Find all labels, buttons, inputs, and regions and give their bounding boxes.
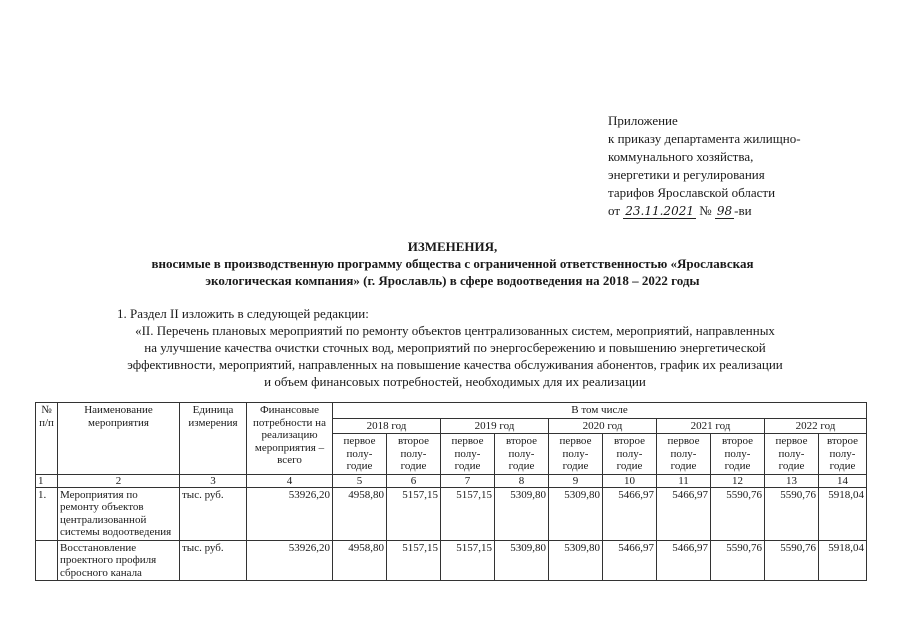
appendix-line: коммунального хозяйства, — [608, 149, 754, 164]
table-row — [36, 540, 867, 581]
header-year: 2022 год — [765, 418, 867, 434]
order-date: 23.11.2021 — [625, 204, 694, 218]
row-value: 5157,15 — [387, 487, 441, 540]
row-value: 5466,97 — [657, 487, 711, 540]
appendix-line: к приказу департамента жилищно- — [608, 131, 801, 146]
row-number — [36, 540, 58, 581]
appendix-line: Приложение — [608, 113, 678, 128]
row-value: 5309,80 — [495, 487, 549, 540]
appendix-order-line — [608, 202, 801, 220]
row-total: 53926,20 — [247, 487, 333, 540]
column-number: 7 — [441, 474, 495, 487]
appendix-line: энергетики и регулирования — [608, 167, 765, 182]
row-value: 5466,97 — [603, 487, 657, 540]
column-number: 2 — [58, 474, 180, 487]
row-value: 4958,80 — [333, 487, 387, 540]
row-value: 5309,80 — [495, 540, 549, 581]
paragraph-line: и объем финансовых потребностей, необходимых для их реализации — [264, 374, 646, 389]
header-half: второе полу-годие — [495, 434, 549, 475]
paragraph-1: 1. Раздел II изложить в следующей редакции: — [117, 306, 369, 321]
title-heading: ИЗМЕНЕНИЯ, — [407, 239, 498, 254]
title-line: вносимые в производственную программу общества с ограниченной ответственностью «Ярославская — [151, 256, 754, 271]
column-number: 12 — [711, 474, 765, 487]
row-value: 5590,76 — [711, 540, 765, 581]
row-total: 53926,20 — [247, 540, 333, 581]
row-value: 5466,97 — [657, 540, 711, 581]
row-unit: тыс. руб. — [180, 540, 247, 581]
column-number: 6 — [387, 474, 441, 487]
row-value: 4958,80 — [333, 540, 387, 581]
row-value: 5157,15 — [441, 487, 495, 540]
header-half: первое полу-годие — [765, 434, 819, 475]
row-value: 5157,15 — [387, 540, 441, 581]
row-value: 5466,97 — [603, 540, 657, 581]
header-year: 2019 год — [441, 418, 549, 434]
measures-table — [35, 402, 867, 581]
column-number: 11 — [657, 474, 711, 487]
row-number: 1. — [36, 487, 58, 540]
row-value: 5590,76 — [711, 487, 765, 540]
row-value: 5590,76 — [765, 540, 819, 581]
row-value: 5309,80 — [549, 540, 603, 581]
row-name: Восстановление проектного профиля сбросного канала — [58, 540, 180, 581]
column-number: 3 — [180, 474, 247, 487]
header-half: первое полу-годие — [441, 434, 495, 475]
header-year: 2018 год — [333, 418, 441, 434]
paragraph-line: «II. Перечень плановых мероприятий по ремонту объектов централизованных систем, мероприятий, направленных — [135, 323, 775, 338]
row-unit: тыс. руб. — [180, 487, 247, 540]
order-number: 98 — [716, 204, 733, 218]
column-number: 13 — [765, 474, 819, 487]
header-num: № п/п — [36, 403, 58, 475]
row-name: Мероприятия по ремонту объектов централизованной системы водоотведения — [58, 487, 180, 540]
column-number: 14 — [819, 474, 867, 487]
row-value: 5918,04 — [819, 540, 867, 581]
title-line: экологическая компания» (г. Ярославль) в сфере водоотведения на 2018 – 2022 годы — [205, 273, 700, 288]
header-half: второе полу-годие — [711, 434, 765, 475]
header-name: Наименование мероприятия — [58, 403, 180, 475]
header-year: 2020 год — [549, 418, 657, 434]
column-number: 4 — [247, 474, 333, 487]
column-number: 9 — [549, 474, 603, 487]
header-year: 2021 год — [657, 418, 765, 434]
from-label: от — [608, 203, 621, 218]
paragraph-2 — [40, 322, 870, 390]
header-half: первое полу-годие — [549, 434, 603, 475]
row-value: 5157,15 — [441, 540, 495, 581]
column-number: 1 — [36, 474, 58, 487]
header-half: первое полу-годие — [657, 434, 711, 475]
column-number: 10 — [603, 474, 657, 487]
appendix-line: тарифов Ярославской области — [608, 185, 776, 200]
header-financial: Финансовые потребности на реализацию мероприятия – всего — [247, 403, 333, 475]
column-number: 5 — [333, 474, 387, 487]
order-suffix: -ви — [734, 203, 752, 218]
header-unit: Единица измерения — [180, 403, 247, 475]
header-half: второе полу-годие — [603, 434, 657, 475]
row-value: 5918,04 — [819, 487, 867, 540]
paragraph-line: на улучшение качества очистки сточных вод, мероприятий по энергосбережению и повышению энергетической — [144, 340, 766, 355]
paragraph-line: эффективности, мероприятий, направленных на повышение качества обслуживания абонентов, график их реализации — [127, 357, 783, 372]
table-row — [36, 487, 867, 540]
column-number: 8 — [495, 474, 549, 487]
number-label: № — [699, 203, 712, 218]
header-half: первое полу-годие — [333, 434, 387, 475]
row-value: 5590,76 — [765, 487, 819, 540]
header-half: второе полу-годие — [819, 434, 867, 475]
header-half: второе полу-годие — [387, 434, 441, 475]
row-value: 5309,80 — [549, 487, 603, 540]
header-including: В том числе — [333, 403, 867, 419]
appendix-block — [608, 112, 801, 220]
document-title — [0, 238, 905, 289]
